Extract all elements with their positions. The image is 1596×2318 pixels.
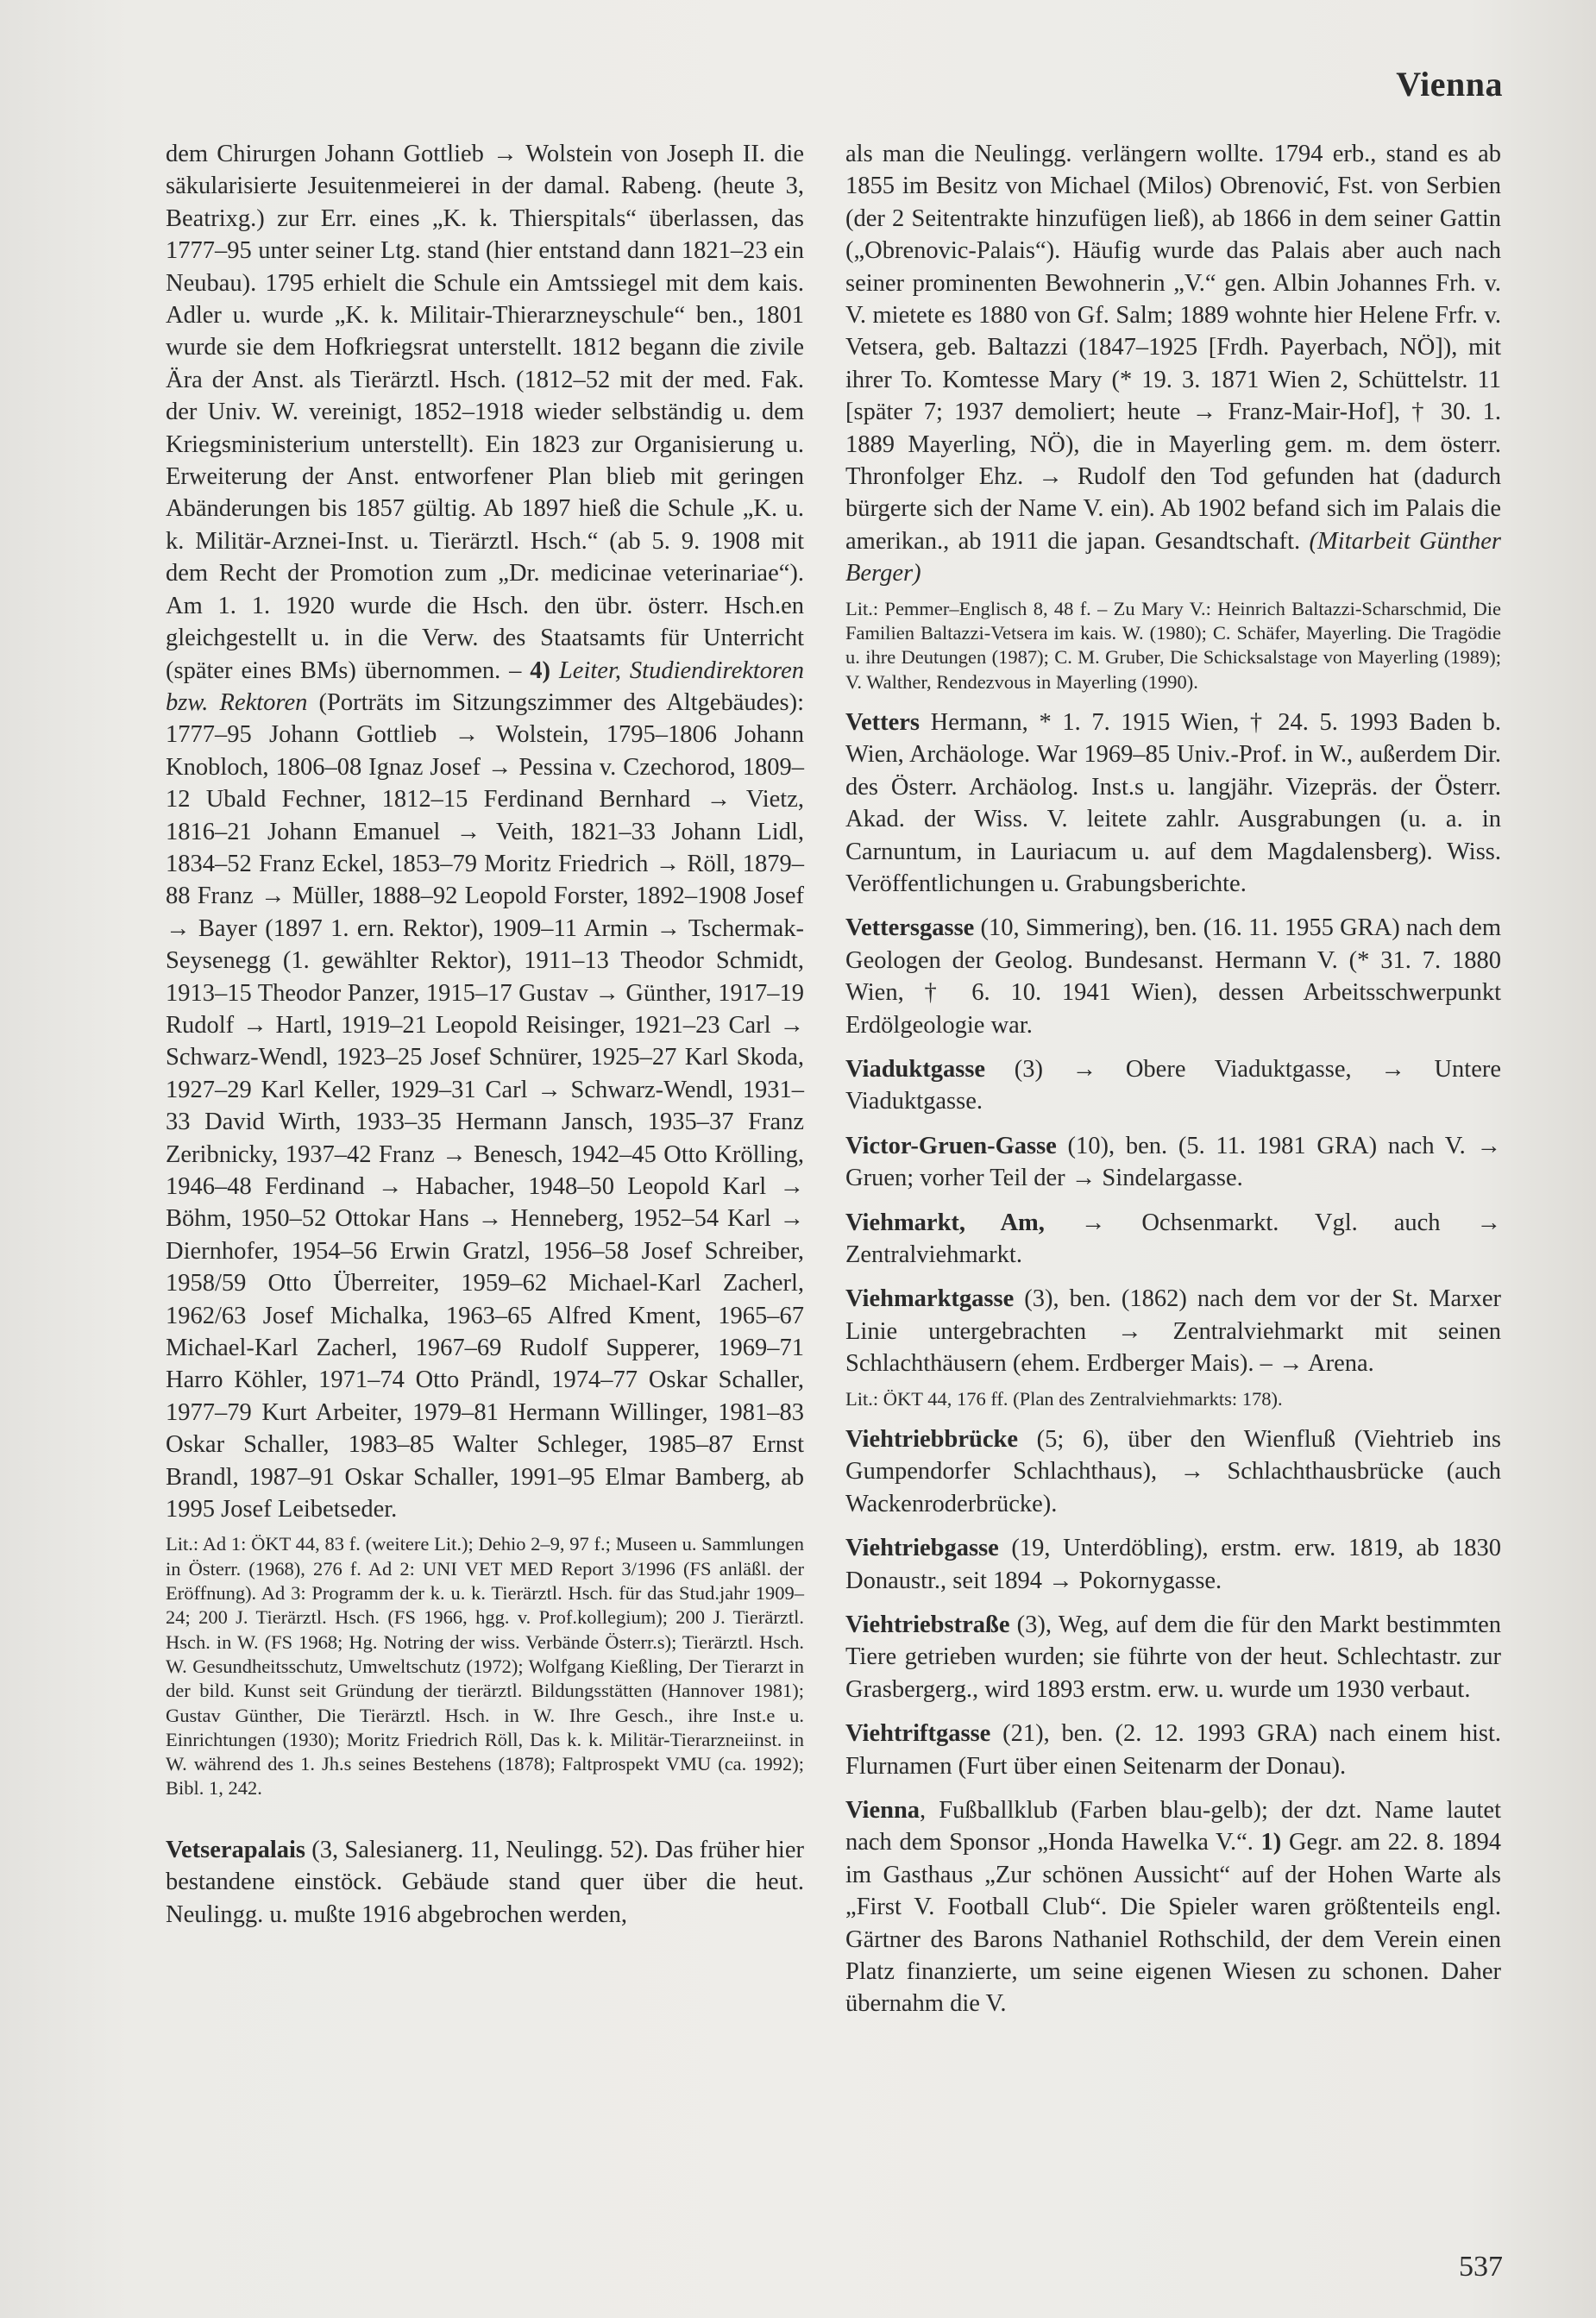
entry-text-continued: Gegr. am 22. 8. 1894 im Gasthaus „Zur schönen Aussicht“ auf der Hohen Warte als „First V. Football Club“. Die Spieler waren größtenteils engl. Gärtner des Barons Nathaniel Rothschild, der dem Verein einen Platz finanzierte, um seine eigenen Wiesen zu schonen. Daher übernahm die V. — [845, 1829, 1501, 2018]
entry-text: Hermann, * 1. 7. 1915 Wien, † 24. 5. 1993 Baden b. Wien, Archäologe. War 1969–85 Univ.-Prof. in W., außerdem Dir. des Österr. Archäolog. Inst.s u. langjähr. Vizepräs. der Österr. Akad. der Wiss. V. leitete zahlr. Ausgrabungen (u. a. in Carnuntum, in Lauriacum u. auf dem Magdalensberg). Wiss. Veröffentlichungen u. Grabungsberichte. — [845, 708, 1501, 897]
entry-viehtriftgasse — [845, 1718, 1501, 1782]
left-column — [166, 138, 804, 1931]
entry-text: , Fußballklub (Farben blau-gelb); der dzt. Name lautet nach dem Sponsor „Honda Hawelka V.“. — [845, 1796, 1501, 1856]
entry-viaduktgasse — [845, 1053, 1501, 1118]
entry-viehtriebgasse — [845, 1532, 1501, 1597]
headword: Viehtriebstraße — [845, 1611, 1010, 1638]
headword: Viehtriebbrücke — [845, 1425, 1019, 1453]
running-header: Vienna — [1396, 65, 1503, 104]
entry-vetserapalais — [166, 1834, 804, 1931]
headword: Viehtriebgasse — [845, 1535, 999, 1562]
headword: Vienna — [845, 1796, 921, 1824]
headword: Viehmarkt, Am, — [845, 1209, 1045, 1236]
literature-note: Lit.: ÖKT 44, 176 ff. (Plan des Zentralviehmarkts: 178). — [845, 1387, 1283, 1410]
literature-note: Lit.: Pemmer–Englisch 8, 48 f. – Zu Mary V.: Heinrich Baltazzi-Scharschmid, Die Familien Baltazzi-Vetsera im kais. W. (1980); C. Schäfer, Mayerling. Die Tragödie u. ihre Deutungen (1987); C. M. Gruber, Die Schicksalstage von Mayerling (1989); V. Walther, Rendezvous in Mayerling (1990). — [845, 597, 1501, 693]
tierarzneischule-entry-continuation — [166, 138, 804, 1525]
entry-viehmarkt-am — [845, 1207, 1501, 1272]
headword: Victor-Gruen-Gasse — [845, 1132, 1057, 1159]
entry-text: (3, Salesianerg. 11, Neulingg. 52). Das früher hier bestandene einstöck. Gebäude stand quer über die heut. Neulingg. u. mußte 1916 abgebrochen werden, — [166, 1836, 804, 1928]
entry-text: (3) → Obere Viaduktgasse, → Untere Viaduktgasse. — [845, 1055, 1501, 1115]
entry-viehmarktgasse — [845, 1283, 1501, 1379]
entry-viehtriebstrasse — [845, 1609, 1501, 1706]
entry-text: (3), Weg, auf dem die für den Markt bestimmten Tiere getrieben wurden; sie führte von der heut. Schlechtastr. zur Grasbergerg., wird 1893 erstm. erw. u. wurde um 1930 verbaut. — [845, 1611, 1501, 1703]
headword: Viehmarktgasse — [845, 1285, 1015, 1313]
contributor-credit: (Mitarbeit Günther Berger) — [845, 527, 1501, 587]
vetserapalais-continuation — [845, 138, 1501, 590]
entry-vetters — [845, 707, 1501, 900]
headword: Vetters — [845, 708, 920, 736]
headword: Viaduktgasse — [845, 1055, 986, 1083]
section-number: 4) — [530, 656, 559, 684]
entry-vienna — [845, 1794, 1501, 2020]
rector-list: (Porträts im Sitzungszimmer des Altgebäudes): 1777–95 Johann Gottlieb → Wolstein, 1795–1806 Johann Knobloch, 1806–08 Ignaz Josef → Pessina v. Czechorod, 1809–12 Ubald Fechner, 1812–15 Ferdinand Bernhard → Vietz, 1816–21 Johann Emanuel → Veith, 1821–33 Johann Lidl, 1834–52 Franz Eckel, 1853–79 Moritz Friedrich → Röll, 1879–88 Franz → Müller, 1888–92 Leopold Forster, 1892–1908 Josef → Bayer (1897 1. ern. Rektor), 1909–11 Armin → Tschermak-Seysenegg (1. gewählter Rektor), 1911–13 Theodor Schmidt, 1913–15 Theodor Panzer, 1915–17 Gustav → Günther, 1917–19 Rudolf → Hartl, 1919–21 Leopold Reisinger, 1921–23 Carl → Schwarz-Wendl, 1923–25 Josef Schnürer, 1925–27 Karl Skoda, 1927–29 Karl Keller, 1929–31 Carl → Schwarz-Wendl, 1931–33 David Wirth, 1933–35 Hermann Jansch, 1935–37 Franz Zeribnicky, 1937–42 Franz → Benesch, 1942–45 Otto Krölling, 1946–48 Ferdinand → Habacher, 1948–50 Leopold Karl → Böhm, 1950–52 Ottokar Hans → Henneberg, 1952–54 Karl → Diernhofer, 1954–56 Erwin Gratzl, 1956–58 Josef Schreiber, 1958/59 Otto Überreiter, 1959–62 Michael-Karl Zacherl, 1962/63 Josef Michalka, 1963–65 Alfred Kment, 1965–67 Michael-Karl Zacherl, 1967–69 Rudolf Supperer, 1969–71 Harro Köhler, 1971–74 Otto Prändl, 1974–77 Oskar Schaller, 1977–79 Kurt Arbeiter, 1979–81 Hermann Willinger, 1981–83 Oskar Schaller, 1983–85 Walter Schleger, 1985–87 Ernst Brandl, 1987–91 Oskar Schaller, 1991–95 Elmar Bamberg, ab 1995 Josef Leibetseder. — [166, 688, 805, 1523]
headword: Vetserapalais — [166, 1836, 306, 1863]
entry-vettersgasse — [845, 912, 1501, 1041]
section-title: Leiter, Studiendirektoren bzw. Rektoren — [166, 656, 804, 716]
entry-text: → Ochsenmarkt. Vgl. auch → Zentralviehmarkt. — [845, 1209, 1501, 1268]
page-number: 537 — [1459, 2251, 1503, 2283]
right-column — [845, 138, 1501, 2020]
entry-text: (5; 6), über den Wienfluß (Viehtrieb ins Gumpendorfer Schlachthaus), → Schlachthausbrücke (auch Wackenroderbrücke). — [845, 1425, 1501, 1517]
literature-note: Lit.: Ad 1: ÖKT 44, 83 f. (weitere Lit.); Dehio 2–9, 97 f.; Museen u. Sammlungen in Österr. (1968), 276 f. Ad 2: UNI VET MED Report 3/1996 (FS anläßl. der Eröffnung). Ad 3: Programm der k. u. k. Tierärztl. Hsch. für das Stud.jahr 1909–24; 200 J. Tierärztl. Hsch. (FS 1966, hgg. v. Prof.kollegium); 200 J. Tierärztl. Hsch. in W. (FS 1968; Hg. Notring der wiss. Verbände Österr.s); Tierärztl. Hsch. W. Gesundheitsschutz, Umweltschutz (1972); Wolfgang Kießling, Der Tierarzt in der bild. Kunst seit Gründung der tierärztl. Bildungsstätten (Hannover 1981); Gustav Günther, Die Tierärztl. Hsch. in W. Ihre Gesch., ihre Inst.e u. Einrichtungen (1930); Moritz Friedrich Röll, Das k. k. Militär-Tierarzneiinst. in W. während des 1. Jh.s seines Bestehens (1878); Faltprospekt VMU (ca. 1992); Bibl. 1, 242. — [166, 1533, 804, 1800]
entry-text: (21), ben. (2. 12. 1993 GRA) nach einem hist. Flurnamen (Furt über einen Seitenarm der Donau). — [845, 1720, 1501, 1780]
section-number: 1) — [1260, 1829, 1282, 1856]
entry-text: (10, Simmering), ben. (16. 11. 1955 GRA) nach dem Geologen der Geolog. Bundesanst. Hermann V. (* 31. 7. 1880 Wien, † 6. 10. 1941 Wien), dessen Arbeitsschwerpunkt Erdölgeologie war. — [845, 914, 1501, 1039]
entry-text: (3), ben. (1862) nach dem vor der St. Marxer Linie untergebrachten → Zentralviehmarkt mit seinen Schlachthäusern (ehem. Erdberger Mais). – → Arena. — [845, 1285, 1501, 1378]
entry-viehtriebbruecke — [845, 1423, 1501, 1520]
entry-victor-gruen-gasse — [845, 1130, 1501, 1195]
entry-text: dem Chirurgen Johann Gottlieb → Wolstein von Joseph II. die säkularisierte Jesuitenmeierei in der damal. Rabeng. (heute 3, Beatrixg.) zur Err. eines „K. k. Thierspitals“ überlassen, das 1777–95 unter seiner Ltg. stand (hier entstand dann 1821–23 ein Neubau). 1795 erhielt die Schule ein Amtssiegel mit dem kais. Adler u. wurde „K. k. Militair-Thierarzneyschule“ ben., 1801 wurde sie dem Hofkriegsrat unterstellt. 1812 begann die zivile Ära der Anst. als Tierärztl. Hsch. (1812–52 mit der med. Fak. der Univ. W. vereinigt, 1852–1918 wieder selbständig u. dem Kriegsministerium unterstellt). Ein 1823 zur Organisierung u. Erweiterung der Anst. entworfener Plan blieb mit geringen Abänderungen bis 1857 gültig. Ab 1897 hieß die Schule „K. u. k. Militär-Arznei-Inst. u. Tierärztl. Hsch.“ (ab 5. 9. 1908 mit dem Recht der Promotion zum „Dr. medicinae veterinariae“). Am 1. 1. 1920 wurde die Hsch. den übr. österr. Hsch.en gleichgestellt u. in die Verw. des Staatsamts für Unterricht (später eines BMs) übernommen. – — [166, 141, 804, 684]
entry-text: als man die Neulingg. verlängern wollte. 1794 erb., stand es ab 1855 im Besitz von Michael (Milos) Obrenović, Fst. von Serbien (der 2 Seitentrakte hinzufügen ließ), ab 1866 in dem seiner Gattin („Obrenovic-Palais“). Häufig wurde das Palais aber auch nach seiner prominenten Bewohnerin „V.“ gen. Albin Johannes Frh. v. V. mietete es 1880 von Gf. Salm; 1889 wohnte hier Helene Frfr. v. Vetsera, geb. Baltazzi (1847–1925 [Frdh. Payerbach, NÖ]), mit ihrer To. Komtesse Mary (* 19. 3. 1871 Wien 2, Schüttelstr. 11 [später 7; 1937 demoliert; heute → Franz-Mair-Hof], † 30. 1. 1889 Mayerling, NÖ), die in Mayerling gem. m. dem österr. Thronfolger Ehz. → Rudolf den Tod gefunden hat (dadurch bürgerte sich der Name V. ein). Ab 1902 befand sich im Palais die amerikan., ab 1911 die japan. Gesandtschaft. — [845, 141, 1501, 555]
headword: Vettersgasse — [845, 914, 975, 942]
entry-text: (10), ben. (5. 11. 1981 GRA) nach V. → Gruen; vorher Teil der → Sindelargasse. — [845, 1132, 1501, 1192]
headword: Viehtriftgasse — [845, 1720, 991, 1748]
entry-text: (19, Unterdöbling), erstm. erw. 1819, ab 1830 Donaustr., seit 1894 → Pokornygasse. — [845, 1535, 1501, 1594]
